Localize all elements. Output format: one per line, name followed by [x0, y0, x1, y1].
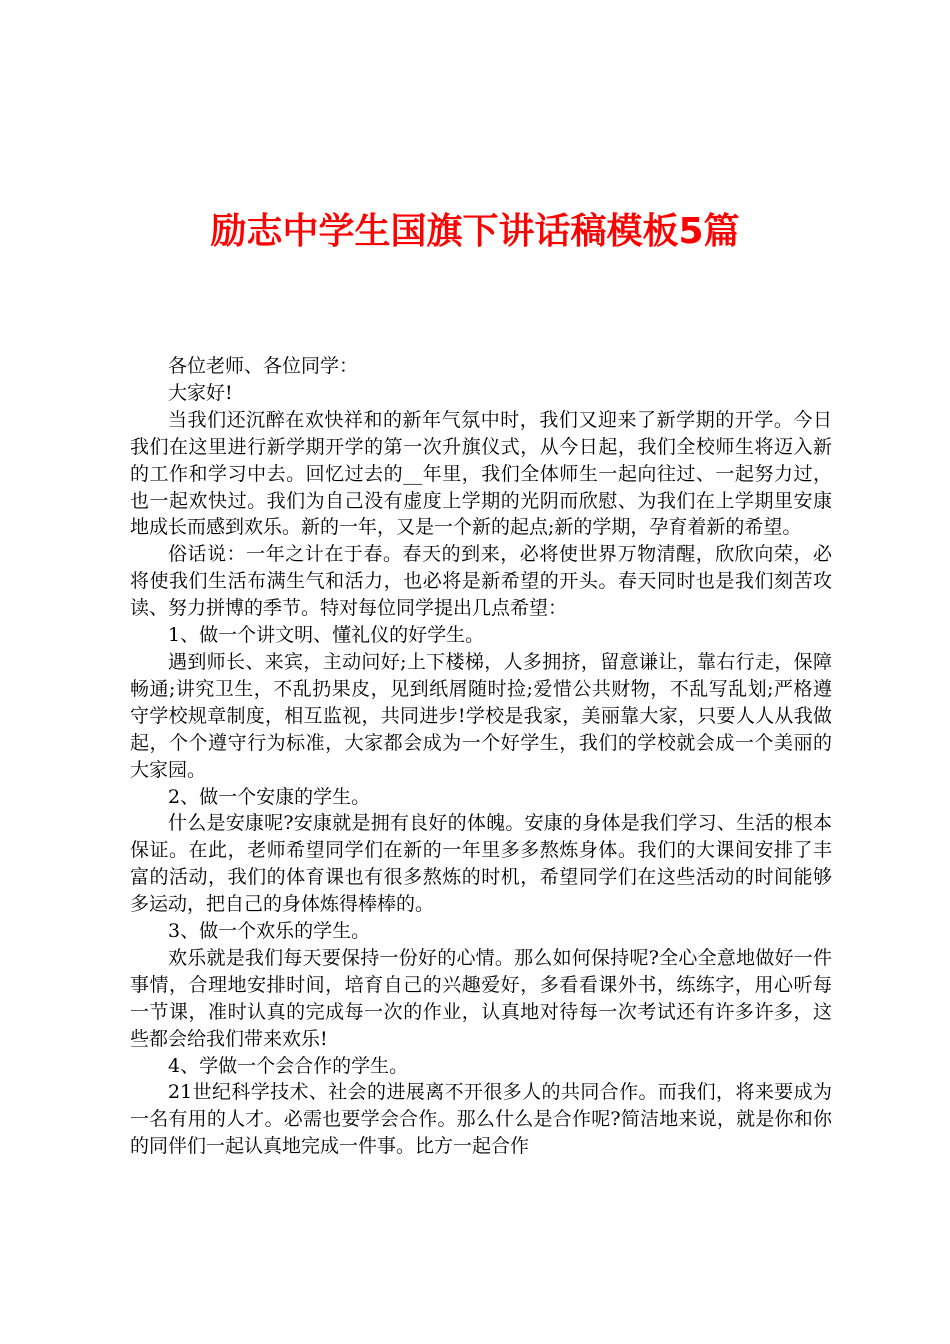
document-body — [130, 353, 832, 1160]
section-heading: 3、做一个欢乐的学生。 — [168, 920, 371, 943]
paragraph: 欢乐就是我们每天要保持一份好的心情。那么如何保持呢?全心全意地做好一件事情，合理地安排时间，培育自己的兴趣爱好，多看看课外书，练练字，用心听每一节课，准时认真的完成每一次的作业，认真地对待每一次考试还有许多许多，这些都会给我们带来欢乐! — [130, 946, 832, 1050]
paragraph: 当我们还沉醉在欢快祥和的新年气氛中时，我们又迎来了新学期的开学。今日我们在这里进行新学期开学的第一次升旗仪式，从今日起，我们全校师生将迈入新的工作和学习中去。回忆过去的__年里，我们全体师生一起向往过、一起努力过，也一起欢快过。我们为自己没有虚度上学期的光阴而欣慰、为我们在上学期里安康地成长而感到欢乐。新的一年，又是一个新的起点;新的学期，孕育着新的希望。 — [130, 408, 832, 539]
paragraph-greeting: 各位老师、各位同学： — [168, 355, 359, 377]
document-title: 励志中学生国旗下讲话稿模板5篇 — [210, 211, 740, 252]
paragraph: 遇到师长、来宾，主动问好;上下楼梯，人多拥挤，留意谦让，靠右行走，保障畅通;讲究卫生，不乱扔果皮，见到纸屑随时捡;爱惜公共财物，不乱写乱划;严格遵守学校规章制度，相互监视，共同进步!学校是我家，美丽靠大家，只要人人从我做起，个个遵守行为标准，大家都会成为一个好学生，我们的学校就会成一个美丽的大家园。 — [130, 650, 832, 781]
paragraph-hello: 大家好! — [168, 381, 233, 404]
section-heading: 4、学做一个会合作的学生。 — [168, 1054, 409, 1077]
section-heading: 2、做一个安康的学生。 — [168, 785, 371, 808]
paragraph: 21世纪科学技术、社会的进展离不开很多人的共同合作。而我们，将来要成为一名有用的人才。必需也要学会合作。那么什么是合作呢?简洁地来说，就是你和你的同伴们一起认真地完成一件事。比方一起合作 — [130, 1081, 832, 1158]
paragraph: 什么是安康呢?安康就是拥有良好的体魄。安康的身体是我们学习、生活的根本保证。在此，老师希望同学们在新的一年里多多熬炼身体。我们的大课间安排了丰富的活动，我们的体育课也有很多熬炼的时机，希望同学们在这些活动的时间能够多运动，把自己的身体炼得棒棒的。 — [130, 812, 832, 916]
paragraph: 俗话说：一年之计在于春。春天的到来，必将使世界万物清醒，欣欣向荣，必将使我们生活布满生气和活力，也必将是新希望的开头。春天同时也是我们刻苦攻读、努力拼博的季节。特对每位同学提出几点希望： — [130, 543, 832, 620]
section-heading: 1、做一个讲文明、懂礼仪的好学生。 — [168, 624, 485, 647]
